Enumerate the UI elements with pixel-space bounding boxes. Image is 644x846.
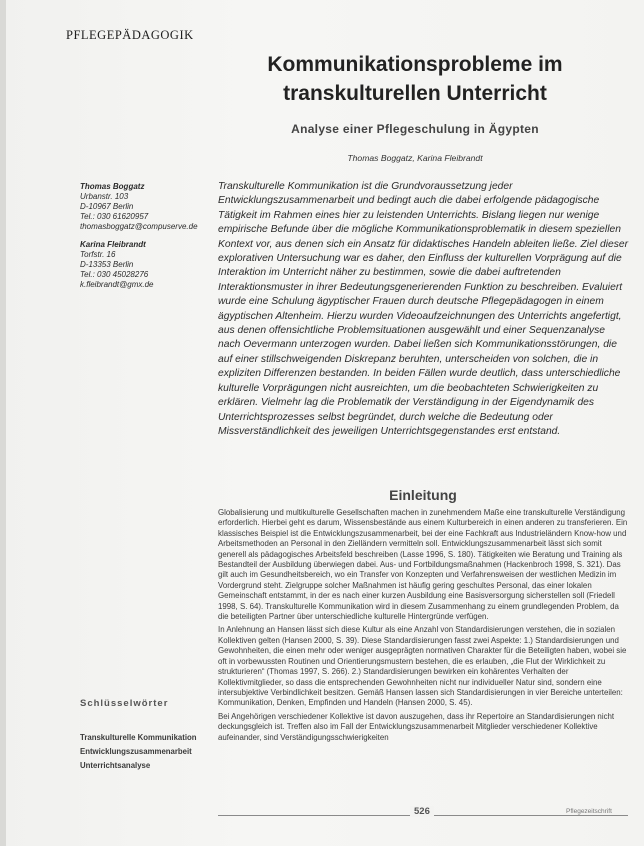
contact-name: Karina Fleibrandt [80,240,146,249]
keyword-item: Entwicklungszusammenarbeit [80,747,192,756]
contact-line: D-13353 Berlin [80,260,134,269]
contact-email: thomasboggatz@compuserve.de [80,222,198,231]
contact-line: Torfstr. 16 [80,250,116,259]
page-number: 526 [410,806,434,817]
contact-block [80,240,200,290]
keywords-heading: Schlüsselwörter [80,698,169,709]
article-subtitle: Analyse einer Pflegeschulung in Ägypten [291,122,539,136]
keywords-list [80,733,202,775]
abstract: Transkulturelle Kommunikation ist die Grundvoraussetzung jeder Entwicklungszusammenarbeit und bedingt auch die dabei erfolgende pädagogische Tätigkeit im Rahmen eines hier zu leistenden Unterrichts. Bislang liegen nur wenige empirische Befunde über die mögliche Kommunikationsproblematik in diesem speziellen Kontext vor, aus denen sich ein Ansatz für didaktisches Handeln ableiten ließe. Ziel dieser explorativen Untersuchung war es daher, den Einfluss der kulturellen Vorprägung auf die Interaktion im Unterricht näher zu bestimmen, sowie die dabei auftretenden Interaktionsmuster in ihrer Bedeutungsgenerierenden Funktion zu beschreiben. Evaluiert wurde eine Schulung ägyptischer Frauen durch deutsche Pflegepädagogen in einem ägyptischen Altenheim. Hierzu wurden Videoaufzeichnungen des Unterrichts angefertigt, aus denen offensichtliche Problemsituationen ausgewählt und einer Sequenzanalyse nach Oevermann unterzogen wurden. Dabei ließen sich Kommunikationsstörungen, die auf einer stillschweigenden Diskrepanz beruhten, unterscheiden von solchen, die in expliziten Differenzen bestanden. In beiden Fällen wurde deutlich, dass unterschiedliche kulturelle Vorprägungen nicht ausreichten, um die beobachteten Schwierigkeiten zu erklären. Vielmehr lag die Problematik der Verständigung in der Eigendynamik des Unterrichtsprozesses selbst begründet, durch welche die Bedeutung oder Missverständlichkeit des jeweiligen Unterrichtsgegenstandes erst entstand. [218,181,629,437]
contact-line: D-10967 Berlin [80,202,134,211]
contact-name: Thomas Boggatz [80,182,145,191]
contact-email: k.fleibrandt@gmx.de [80,280,154,289]
body-paragraph: In Anlehnung an Hansen lässt sich diese Kultur als eine Anzahl von Standardisierungen verstehen, die in sozialen Kollektiven gelten (Hansen 2000, S. 39). Diese Standardisierungen fasst zwei Aspekte: 1.) Standardisierungen und Gewohnheiten, die einen mehr oder weniger ausgeprägten normativen Charakter für die Beteiligten haben, wobei sie oft in vorbewussten Routinen und Orientierungsmustern bestehen, die es erlauben, „die Flut der Wirklichkeit zu strukturieren“ (Thomas 1997, S. 266). 2.) Standardisierungen bewirken ein kohärentes Verhalten der Kollektivmitglieder, so dass die entsprechenden Gewohnheiten nicht nur individueller Natur sind, sondern eine intersubjektive Verbindlichkeit besitzen. Gemäß Hansen lassen sich Standardisierungen in vier Bereiche unterteilen: Kommunikation, Denken, Empfinden und Handeln (Hansen 2000, S. 45). [218,625,627,708]
section-heading: Einleitung [389,487,457,503]
scan-edge [0,0,6,846]
title-line-2: transkulturellen Unterricht [283,82,547,105]
contact-line: Tel.: 030 45028276 [80,270,149,279]
body-paragraph: Globalisierung und multikulturelle Gesellschaften machen in zunehmendem Maße eine transkulturelle Verständigung erforderlich. Hierbei geht es darum, Wissensbestände aus einem Kulturbereich in einen anderen zu transferieren. Ein klassisches Beispiel ist die Entwicklungszusammenarbeit, bei der eine Fachkraft aus Industrieländern Know-how und Arbeitsmethoden an Personal in den Zielländern vermitteln soll. Entwicklungszusammenarbeit lässt sich somit generell als pädagogisches Arbeitsfeld beschreiben (Lasse 1996, S. 180). Tätigkeiten wie Beratung und Training als Bestandteil der Ausbildung überwiegen dabei. Aus- und Fortbildungsmaßnahmen (Hackenbroch 1998, S. 321). Das gilt auch im Gesundheitsbereich, wo ein Transfer von Konzepten und Verfahrensweisen der westlichen Medizin im Vordergrund steht. Zielgruppe solcher Maßnahmen ist häufig gering geschultes Personal, das einer lokalen Gemeinschaft entstammt, in der es nach einer kurzen Ausbildung eine Basisversorgung sicherstellen soll (Friedell 1998, S. 64). Transkulturelle Kommunikation wird in diesem Zusammenhang zu einem grundlegenden Problem, da die beteiligten Partner über unterschiedliche kulturelle Hintergründe verfügen. [218,508,628,622]
keyword-item: Transkulturelle Kommunikation [80,733,197,742]
keyword-item: Unterrichtsanalyse [80,761,151,770]
title-line-1: Kommunikationsprobleme im [267,53,563,76]
body-text [218,508,628,746]
contact-line: Urbanstr. 103 [80,192,129,201]
journal-name: Pflegezeitschrift [566,808,612,815]
contact-block [80,182,200,232]
body-paragraph: Bei Angehörigen verschiedener Kollektive ist davon auszugehen, dass ihr Repertoire an Standardisierungen nicht deckungsgleich ist. Treffen also im Fall der Entwicklungszusammenarbeit Mitglieder verschiedener Kollektive aufeinander, sind Verständigungsschwierigkeiten [218,711,615,742]
author-line: Thomas Boggatz, Karina Fleibrandt [347,153,483,163]
contact-line: Tel.: 030 61620957 [80,212,149,221]
section-kicker: PFLEGEPÄDAGOGIK [66,28,194,42]
author-contacts [80,182,200,298]
article-title [205,50,625,108]
